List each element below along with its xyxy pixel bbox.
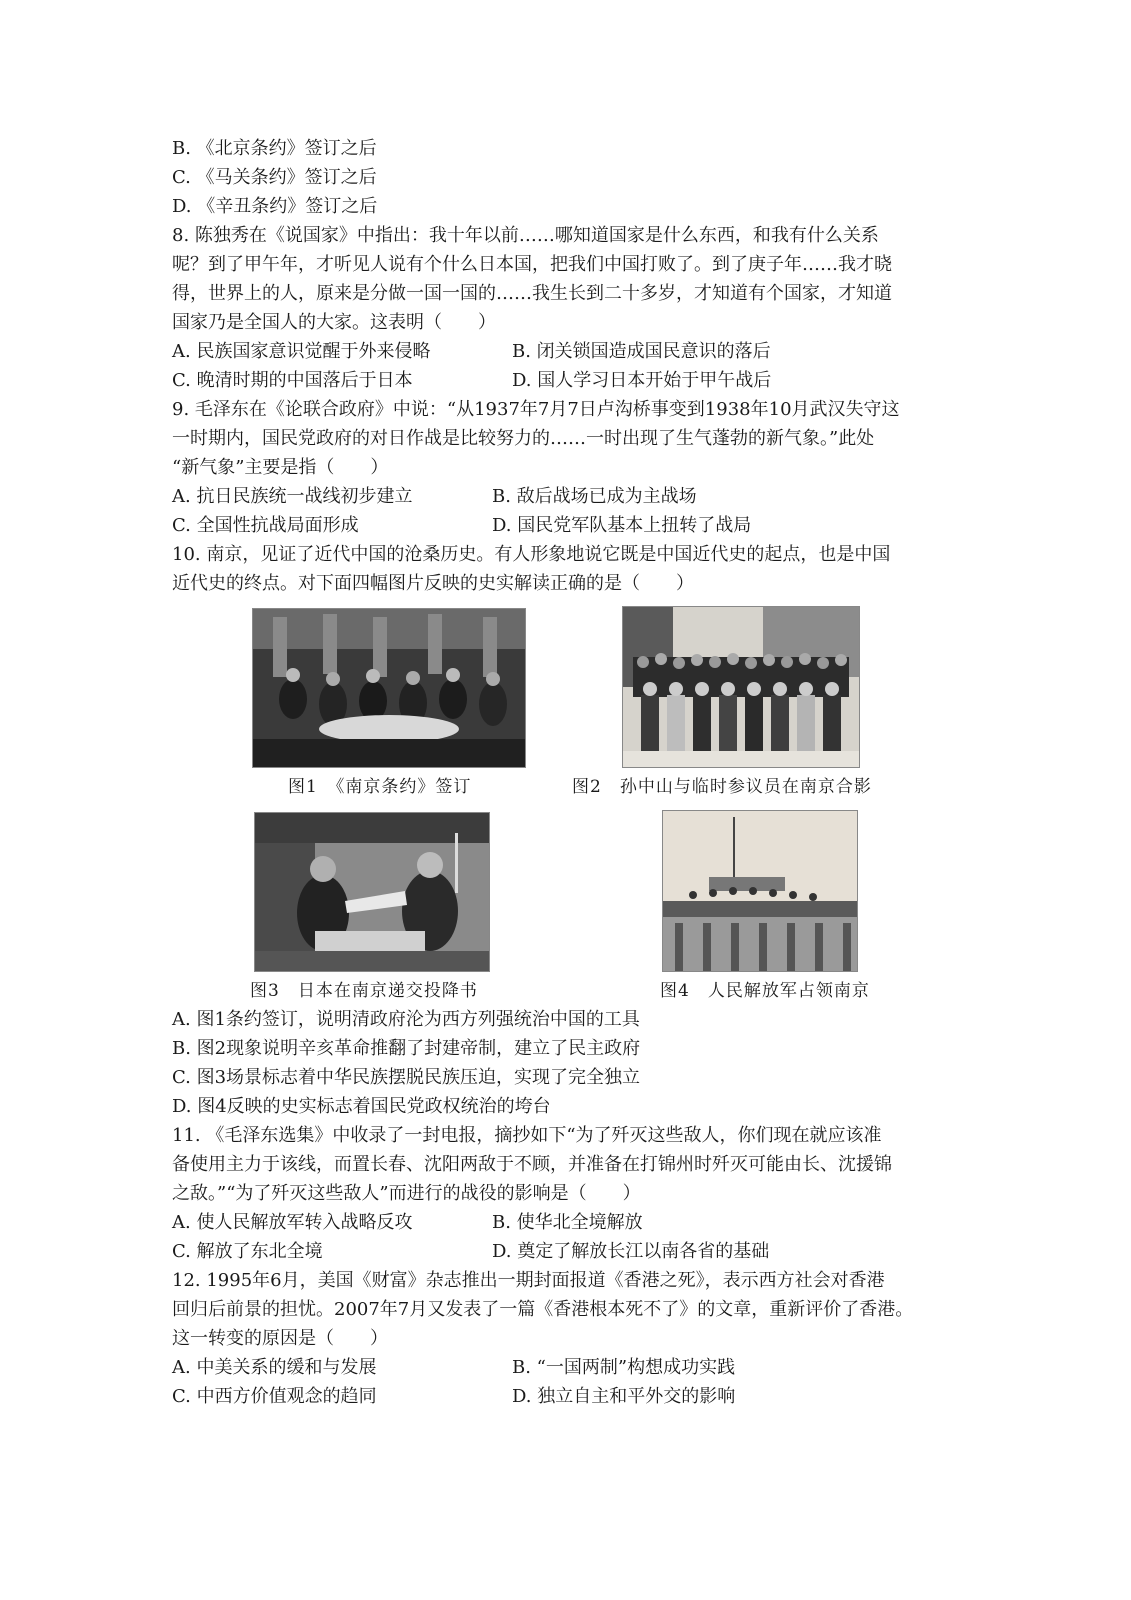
q7-option-c: C. 《马关条约》签订之后 xyxy=(172,167,377,188)
q12-stem-line: 这一转变的原因是（ ） xyxy=(172,1328,388,1349)
q11-stem-line: 11. 《毛泽东选集》中收录了一封电报，摘抄如下“为了歼灭这些敌人，你们现在就应该准 xyxy=(172,1125,882,1146)
q10-option-c: C. 图3场景标志着中华民族摆脱民族压迫，实现了完全独立 xyxy=(172,1067,641,1088)
figure-1-caption: 图1 《南京条约》签订 xyxy=(288,777,472,797)
q10-option-d: D. 图4反映的史实标志着国民党政权统治的垮台 xyxy=(172,1096,551,1117)
q9-stem-line: 一时期内，国民党政府的对日作战是比较努力的……一时出现了生气蓬勃的新气象。”此处 xyxy=(172,428,875,449)
q8-stem-line: 国家乃是全国人的大家。这表明（ ） xyxy=(172,312,496,333)
q12-stem-line: 12. 1995年6月，美国《财富》杂志推出一期封面报道《香港之死》，表示西方社会对香港 xyxy=(172,1270,885,1291)
q11-option-b: B. 使华北全境解放 xyxy=(492,1212,643,1233)
q11-option-c: C. 解放了东北全境 xyxy=(172,1241,323,1262)
q11-stem-line: 备使用主力于该线，而置长春、沈阳两敌于不顾，并准备在打锦州时歼灭可能由长、沈援锦 xyxy=(172,1154,892,1175)
q7-option-b: B. 《北京条约》签订之后 xyxy=(172,138,377,159)
q11-option-a: A. 使人民解放军转入战略反攻 xyxy=(172,1212,413,1233)
q9-stem-line: “新气象”主要是指（ ） xyxy=(172,457,389,478)
figure-2-caption: 图2 孙中山与临时参议员在南京合影 xyxy=(572,777,872,797)
q9-stem-line: 9. 毛泽东在《论联合政府》中说：“从1937年7月7日卢沟桥事变到1938年10月武汉失守这 xyxy=(172,399,900,420)
figure-2-group-photo xyxy=(622,606,860,768)
q9-option-a: A. 抗日民族统一战线初步建立 xyxy=(172,486,413,507)
figure-4-pla-photo xyxy=(662,810,858,972)
q7-option-d: D. 《辛丑条约》签订之后 xyxy=(172,196,378,217)
q10-stem-line: 近代史的终点。对下面四幅图片反映的史实解读正确的是（ ） xyxy=(172,573,694,594)
q10-option-a: A. 图1条约签订，说明清政府沦为西方列强统治中国的工具 xyxy=(172,1009,640,1030)
q8-option-b: B. 闭关锁国造成国民意识的落后 xyxy=(512,341,771,362)
q10-option-b: B. 图2现象说明辛亥革命推翻了封建帝制，建立了民主政府 xyxy=(172,1038,641,1059)
figure-3-surrender-photo xyxy=(254,812,490,972)
q8-stem-line: 8. 陈独秀在《说国家》中指出：我十年以前……哪知道国家是什么东西，和我有什么关系 xyxy=(172,225,879,246)
q8-option-d: D. 国人学习日本开始于甲午战后 xyxy=(512,370,772,391)
q12-option-a: A. 中美关系的缓和与发展 xyxy=(172,1357,377,1378)
q12-stem-line: 回归后前景的担忧。2007年7月又发表了一篇《香港根本死不了》的文章，重新评价了香港。 xyxy=(172,1299,914,1320)
q8-stem-line: 得，世界上的人，原来是分做一国一国的……我生长到二十多岁，才知道有个国家，才知道 xyxy=(172,283,892,304)
q11-stem-line: 之敌。”“为了歼灭这些敌人”而进行的战役的影响是（ ） xyxy=(172,1183,641,1204)
q8-stem-line: 呢？到了甲午年，才听见人说有个什么日本国，把我们中国打败了。到了庚子年……我才晓 xyxy=(172,254,892,275)
q10-stem-line: 10. 南京，见证了近代中国的沧桑历史。有人形象地说它既是中国近代史的起点，也是中国 xyxy=(172,544,891,565)
q11-option-d: D. 奠定了解放长江以南各省的基础 xyxy=(492,1241,770,1262)
q9-option-d: D. 国民党军队基本上扭转了战局 xyxy=(492,515,752,536)
figure-1-treaty-photo xyxy=(252,608,526,768)
q12-option-d: D. 独立自主和平外交的影响 xyxy=(512,1386,736,1407)
figure-3-caption: 图3 日本在南京递交投降书 xyxy=(250,981,478,1001)
figure-4-caption: 图4 人民解放军占领南京 xyxy=(660,981,870,1001)
q8-option-a: A. 民族国家意识觉醒于外来侵略 xyxy=(172,341,431,362)
q9-option-c: C. 全国性抗战局面形成 xyxy=(172,515,359,536)
q9-option-b: B. 敌后战场已成为主战场 xyxy=(492,486,697,507)
q12-option-b: B. “一国两制”构想成功实践 xyxy=(512,1357,736,1378)
q12-option-c: C. 中西方价值观念的趋同 xyxy=(172,1386,377,1407)
q8-option-c: C. 晚清时期的中国落后于日本 xyxy=(172,370,413,391)
